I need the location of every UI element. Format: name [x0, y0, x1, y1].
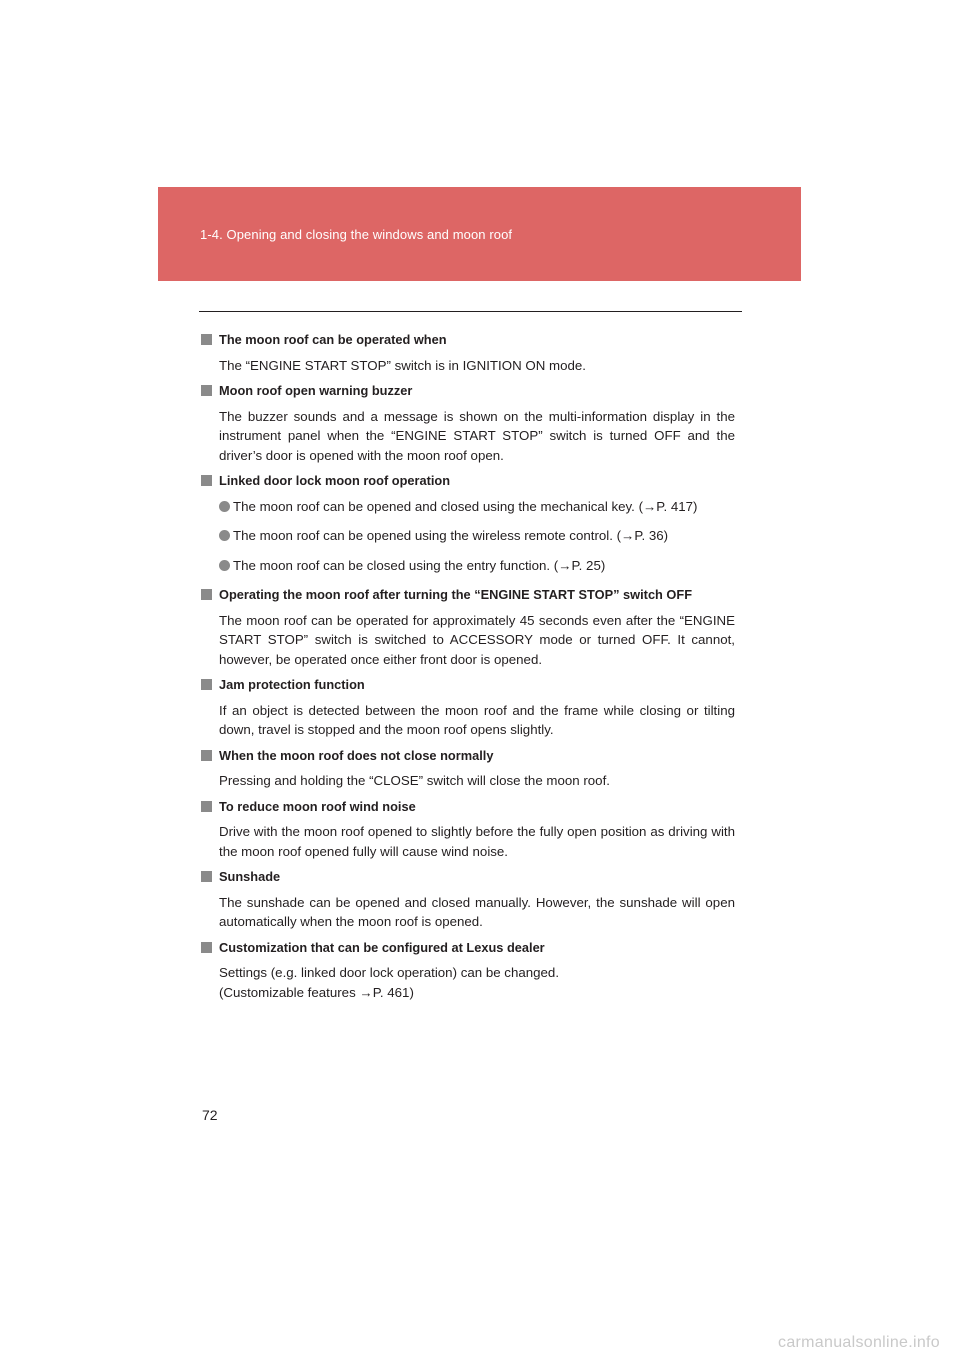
note-heading-text: Operating the moon roof after turning the “ENGINE START STOP” switch OFF: [219, 587, 693, 602]
note-heading-text: Linked door lock moon roof operation: [219, 473, 451, 488]
note-bullet-text: The moon roof can be opened using the wireless remote control. (→P. 36): [233, 528, 669, 543]
note-bullet-text: The moon roof can be closed using the entry function. (→P. 25): [233, 557, 606, 573]
note-paragraph: The sunshade can be opened and closed manually. However, the sunshade will open automatically when the moon roof is opened.: [219, 894, 735, 929]
note-paragraph: Settings (e.g. linked door lock operation) can be changed.: [219, 965, 560, 980]
watermark: carmanualsonline.info: [778, 1334, 940, 1351]
note-bullet: [201, 526, 735, 546]
note-heading: [201, 797, 735, 817]
round-bullet-icon: [219, 501, 230, 512]
note-heading-text: To reduce moon roof wind noise: [219, 798, 416, 814]
note-section: [201, 675, 735, 740]
note-heading-text: When the moon roof does not close normally: [219, 747, 494, 763]
note-section: [201, 746, 735, 791]
note-paragraph: Drive with the moon roof opened to slightly before the fully open position as driving with the moon roof opened fully will cause wind noise.: [219, 824, 735, 859]
round-bullet-icon: [219, 530, 230, 541]
note-section: [201, 471, 735, 575]
square-bullet-icon: [201, 679, 212, 690]
note-section: [201, 867, 735, 932]
note-paragraph: The moon roof can be operated for approximately 45 seconds even after the “ENGINE START STOP” switch is switched to ACCESSORY mode or turned OFF. It cannot, however, be operated once either front door is opened.: [219, 612, 735, 667]
square-bullet-icon: [201, 385, 212, 396]
note-heading-text: Sunshade: [219, 869, 281, 884]
section-title: 1-4. Opening and closing the windows and moon roof: [200, 227, 513, 242]
section-header-band: [158, 187, 801, 281]
divider-rule: [199, 311, 742, 312]
note-heading: [201, 746, 735, 766]
note-paragraph: (Customizable features →P. 461): [219, 984, 414, 1000]
note-heading: [201, 381, 735, 401]
notes-content: [201, 330, 735, 1008]
note-bullet: [201, 497, 735, 517]
square-bullet-icon: [201, 334, 212, 345]
square-bullet-icon: [201, 942, 212, 953]
note-section: [201, 330, 735, 375]
note-section: [201, 938, 735, 1003]
note-paragraph: Pressing and holding the “CLOSE” switch will close the moon roof.: [219, 773, 610, 788]
note-section: [201, 381, 735, 465]
note-heading: [201, 471, 735, 491]
note-section: [201, 585, 735, 669]
note-bullet: [201, 556, 735, 576]
note-heading-text: Jam protection function: [219, 677, 365, 692]
square-bullet-icon: [201, 801, 212, 812]
note-paragraph: The “ENGINE START STOP” switch is in IGNITION ON mode.: [219, 357, 586, 373]
round-bullet-icon: [219, 560, 230, 571]
note-heading-text: Customization that can be configured at Lexus dealer: [219, 939, 545, 955]
square-bullet-icon: [201, 750, 212, 761]
square-bullet-icon: [201, 589, 212, 600]
note-heading: [201, 330, 735, 350]
square-bullet-icon: [201, 475, 212, 486]
note-heading-text: Moon roof open warning buzzer: [219, 383, 413, 398]
note-heading: [201, 675, 735, 695]
note-bullet-text: The moon roof can be opened and closed using the mechanical key. (→P. 417): [233, 498, 698, 514]
note-heading: [201, 585, 735, 605]
square-bullet-icon: [201, 871, 212, 882]
note-paragraph: The buzzer sounds and a message is shown on the multi-information display in the instrument panel when the “ENGINE START STOP” switch is turned OFF and the driver’s door is opened with the moon roof open.: [219, 408, 735, 463]
note-section: [201, 797, 735, 862]
page-number: 72: [202, 1107, 218, 1123]
note-heading-text: The moon roof can be operated when: [219, 332, 447, 347]
note-heading: [201, 938, 735, 958]
note-paragraph: If an object is detected between the moon roof and the frame while closing or tilting down, travel is stopped and the moon roof opens slightly.: [219, 702, 735, 737]
note-heading: [201, 867, 735, 887]
